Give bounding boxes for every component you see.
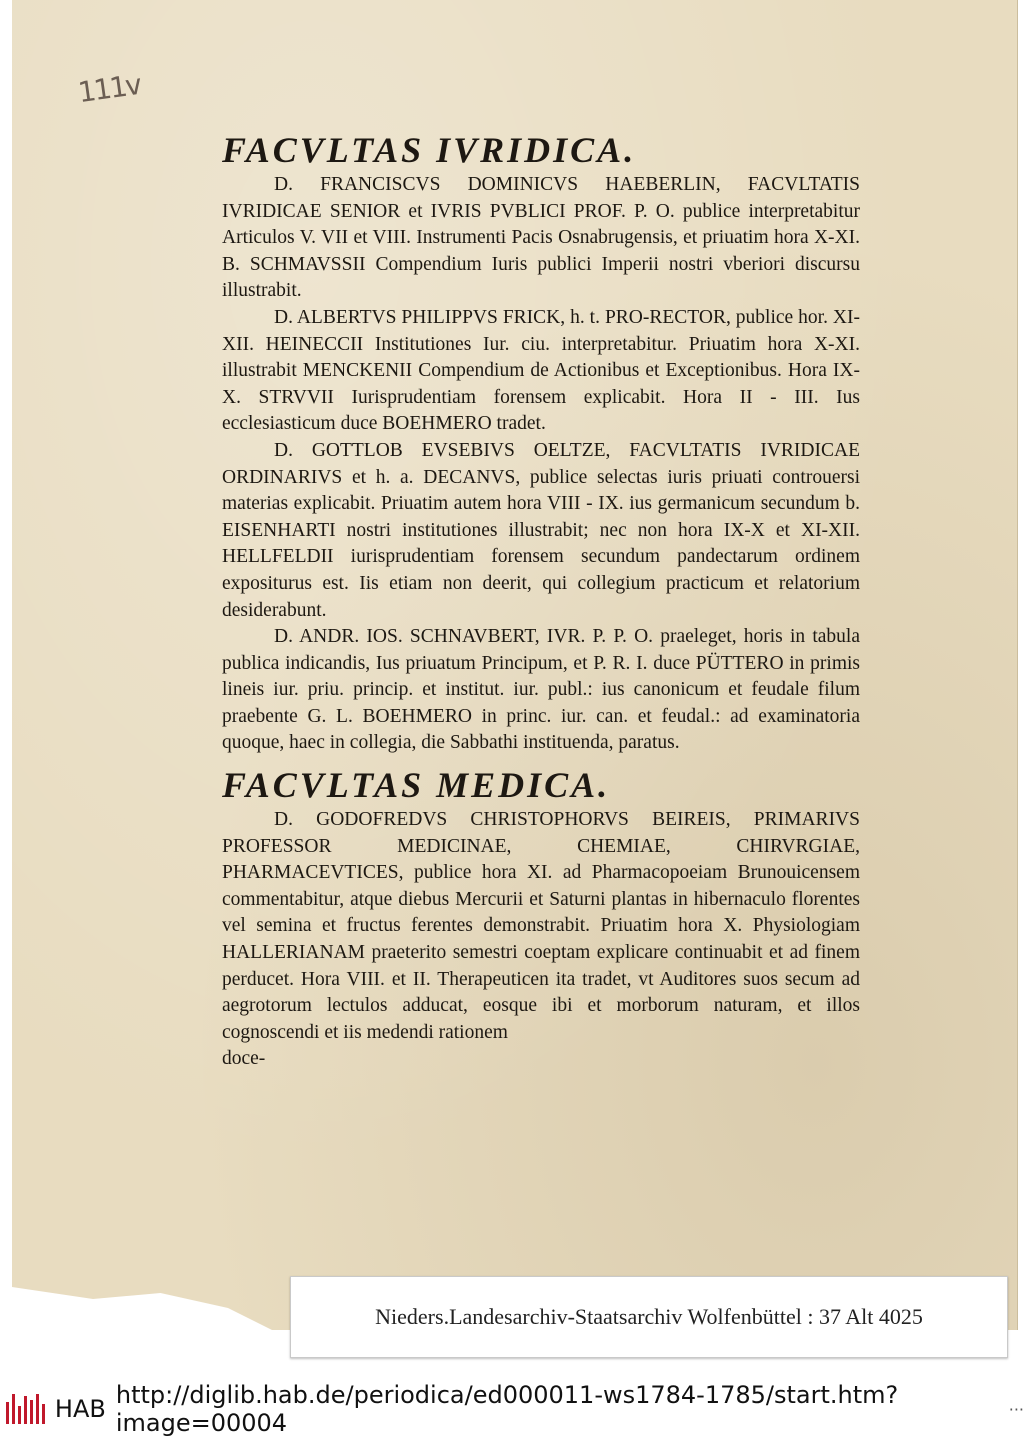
source-url[interactable]: http://diglib.hab.de/periodica/ed000011-ws1784-1785/start.htm?image=00004 xyxy=(115,1381,899,1437)
medica-entry-beireis: D. GODOFREDVS CHRISTOPHORVS BEIREIS, PRIMARIVS PROFESSOR MEDICINAE, CHEMIAE, CHIRVRGIAE, PHARMACEVTICES, publice hora XI. ad Pharmacopoeiam Brunouicensem commentabitur, atque diebus Mercurii et Saturni plantas in hibernaculo florentes vel semina et fructus ferentes demonstrabit. Priuatim hora X. Physiologiam HALLERIANAM praeterito semestri coeptam explicare continuabit et ad finem perducet. Hora VIII. et II. Therapeuticen ita tradet, vt Auditores suos secum ad aegrotorum lectulos adducat, eosque ibi et morborum naturam, et illos cognoscendi et iis medendi rationem xyxy=(222,809,860,1043)
archive-label xyxy=(290,1276,1008,1358)
torn-edge xyxy=(12,1275,282,1335)
catchword: doce- xyxy=(222,1048,266,1070)
juris-entry-frick: D. ALBERTVS PHILIPPVS FRICK, h. t. PRO-RECTOR, publice hor. XI-XII. HEINECCII Institutiones Iur. ciu. interpretabitur. Priuatim hora X-XI. illustrabit MENCKENII Compendium de Actionibus et Exceptionibus. Hora IX-X. STRVVII Iurisprudentiam forensem explicabit. Hora II - III. Ius ecclesiasticum duce BOEHMERO tradet. xyxy=(222,306,860,435)
faculty-heading-juris: FACVLTAS IVRIDICA. xyxy=(222,130,637,170)
juris-entry-schnaubert: D. ANDR. IOS. SCHNAVBERT, IVR. P. P. O. praeleget, horis in tabula publica indicandis, Ius priuatum Principum, et P. R. I. duce PÜTTERO in primis lineis iur. priu. princip. et institut. iur. publ.: ius canonicum et feudale filum praebente G. L. BOEHMERO in princ. iur. can. et feudal.: ad examinatoria quoque, haec in collegia, die Sabbathi instituenda, paratus. xyxy=(222,626,860,754)
faculty-heading-medica: FACVLTAS MEDICA. xyxy=(222,765,611,806)
folio-number: 111v xyxy=(76,67,143,110)
more-icon[interactable]: ··· xyxy=(1008,1399,1024,1419)
footer-bar xyxy=(0,1381,1024,1437)
hab-barcode-icon xyxy=(6,1394,47,1424)
hab-logo-text: HAB xyxy=(54,1395,106,1423)
juris-entry-haeberlin: D. FRANCISCVS DOMINICVS HAEBERLIN, FACVLTATIS IVRIDICAE SENIOR et IVRIS PVBLICI PROF. P. O. publice interpretabitur Articulos V. VII et VIII. Instrumenti Pacis Osnabrugensis, et priuatim hora X-XI. B. SCHMAVSSII Compendium Iuris publici Imperii nostri vberiori discursu illustrabit. xyxy=(222,174,860,302)
archive-label-text: Nieders.Landesarchiv-Staatsarchiv Wolfenbüttel : 37 Alt 4025 xyxy=(375,1304,923,1329)
document-text xyxy=(222,128,860,1073)
juris-entry-oeltze: D. GOTTLOB EVSEBIVS OELTZE, FACVLTATIS IVRIDICAE ORDINARIVS et h. a. DECANVS, publice selectas iuris priuati controuersi materias explicabit. Priuatim autem hora VIII - IX. ius germanicum secundum b. EISENHARTI nostri institutiones illustrabit; nec non hora IX-X et XI-XII. HELLFELDII iurisprudentiam forensem secundum pandectarum ordinem expositurus est. Iis etiam non deerit, qui collegium practicum et relatorium desiderabunt. xyxy=(222,439,860,621)
